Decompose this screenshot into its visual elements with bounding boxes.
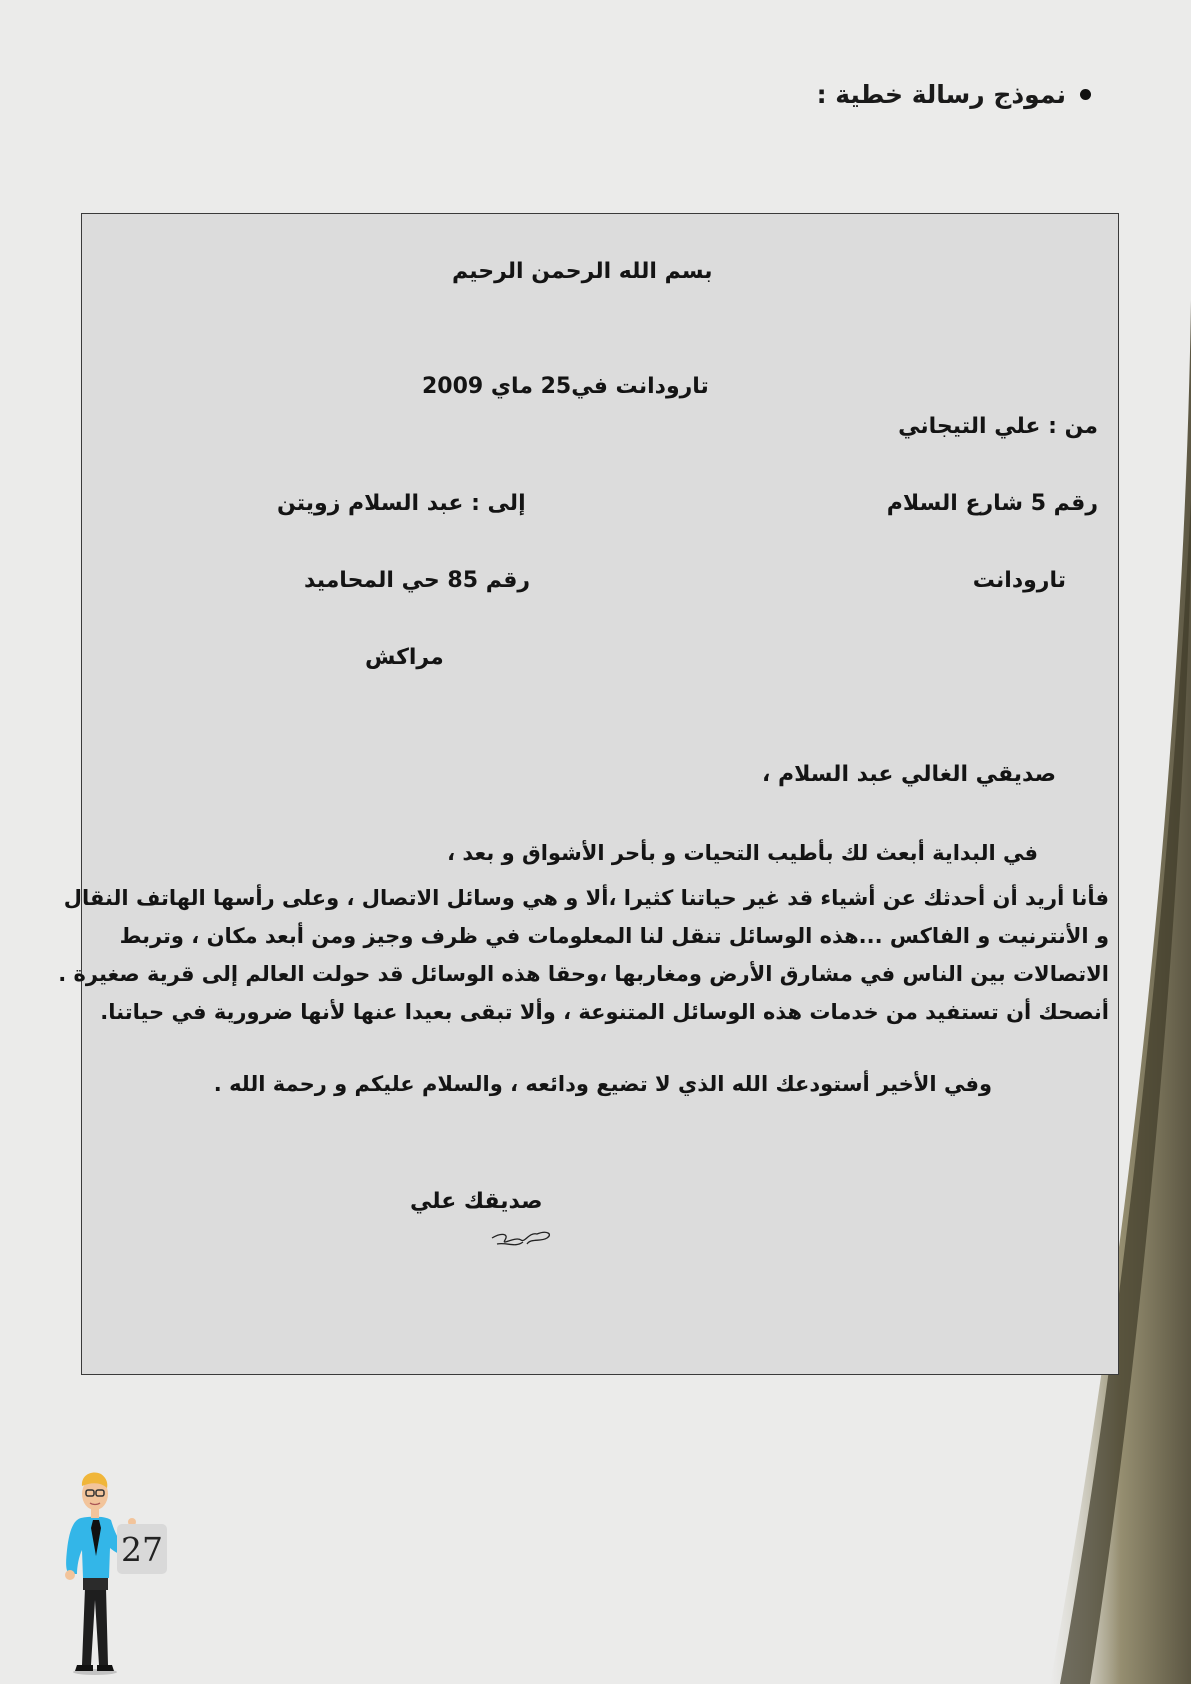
body-line: و الأنترنيت و الفاكس ...هذه الوسائل تنقل لنا المعلومات في ظرف وجيز ومن أبعد مكان ، وتربط: [119, 924, 1109, 948]
greeting: صديقي الغالي عبد السلام ،: [761, 762, 1056, 787]
heading-text: نموذج رسالة خطية :: [816, 80, 1066, 109]
sender-city: تارودانت: [972, 568, 1066, 593]
opening-line: في البداية أبعث لك بأطيب التحيات و بأحر الأشواق و بعد ،: [447, 841, 1038, 865]
signoff: صديقك علي: [410, 1189, 543, 1214]
letter-box: [58, 213, 1119, 1375]
recipient-name: إلى : عبد السلام زويتن: [277, 491, 526, 516]
body-line: أنصحك أن تستفيد من خدمات هذه الوسائل المتنوعة ، وألا تبقى بعيدا عنها لأنها ضرورية في حياتنا.: [100, 1000, 1109, 1024]
signature-scribble: [487, 1222, 557, 1252]
body-line: الاتصالات بين الناس في مشارق الأرض ومغاربها ،وحقا هذه الوسائل قد حولت العالم إلى قرية صغيرة .: [58, 962, 1109, 986]
recipient-city: مراكش: [365, 645, 444, 670]
section-heading: [817, 80, 1091, 109]
page-number: 27: [117, 1524, 167, 1574]
place-date: تارودانت في25 ماي 2009: [422, 374, 709, 399]
basmala: بسم الله الرحمن الرحيم: [452, 259, 713, 284]
recipient-street: رقم 85 حي المحاميد: [304, 568, 531, 593]
sender-name: من : علي التيجاني: [898, 414, 1098, 439]
body-line: فأنا أريد أن أحدثك عن أشياء قد غير حياتنا كثيرا ،ألا و هي وسائل الاتصال ، وعلى رأسها الهاتف النقال: [63, 886, 1109, 910]
bullet-icon: [1080, 89, 1091, 100]
closing-line: وفي الأخير أستودعك الله الذي لا تضيع ودائعه ، والسلام عليكم و رحمة الله .: [213, 1072, 992, 1096]
sender-street: رقم 5 شارع السلام: [886, 491, 1098, 516]
